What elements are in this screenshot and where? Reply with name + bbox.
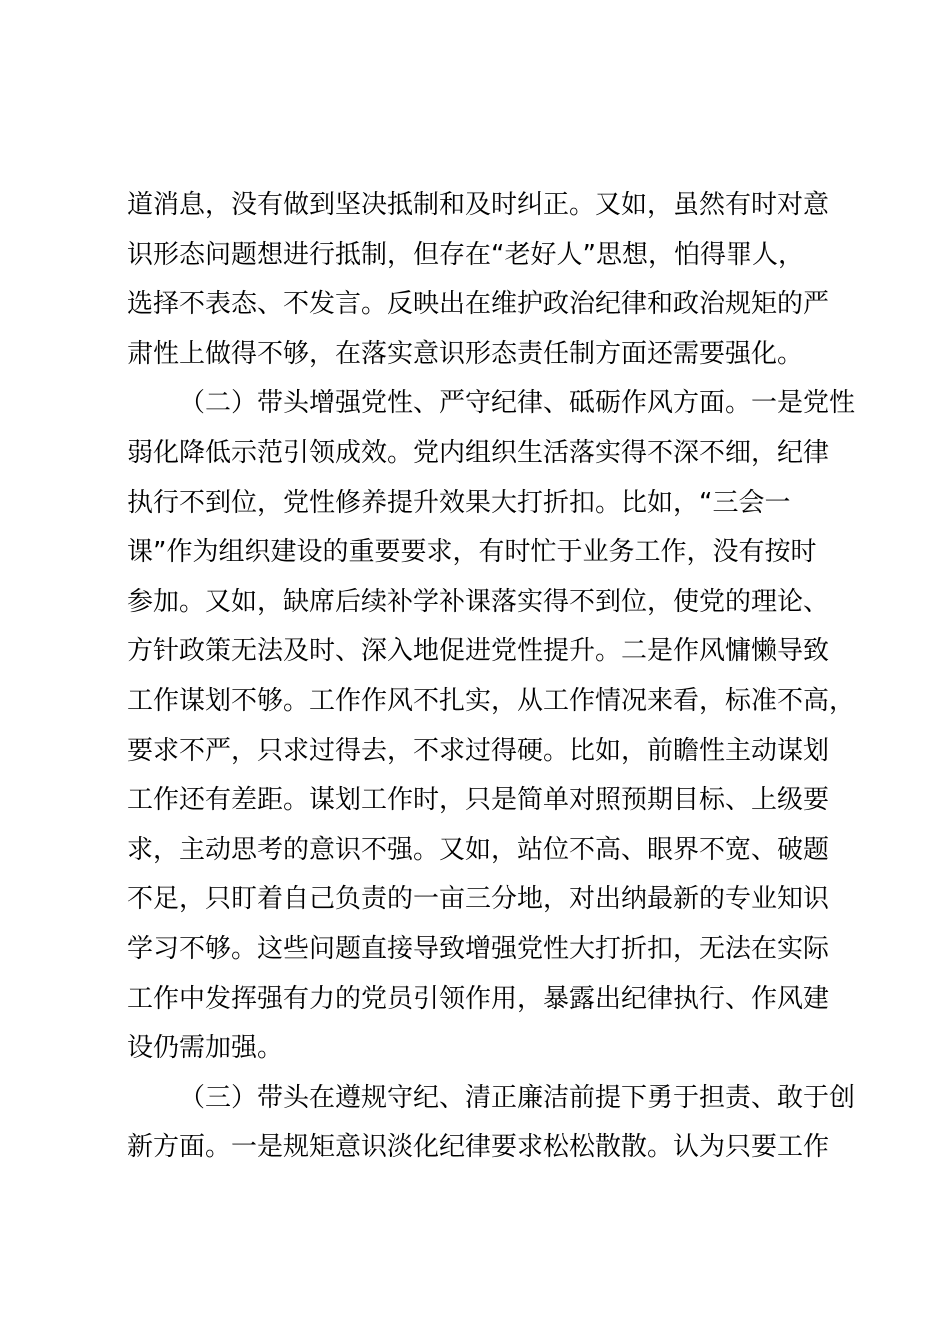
section-heading-3: （三）带头在遵规守纪、清正廉洁前提下勇于担责、敢于创 <box>179 1082 856 1113</box>
text-line-15: 不足，只盯着自己负责的一亩三分地，对出纳最新的专业知识 <box>127 884 830 915</box>
text-line-16: 学习不够。这些问题直接导致增强党性大打折扣，无法在实际 <box>127 933 830 964</box>
text-line-7: 执行不到位，党性修养提升效果大打折扣。比如，“三会一 <box>127 487 791 518</box>
text-line-20: 新方面。一是规矩意识淡化纪律要求松松散散。认为只要工作 <box>127 1132 830 1163</box>
body-text <box>127 181 856 1173</box>
text-line-8: 课”作为组织建设的重要要求，有时忙于业务工作，没有按时 <box>127 537 817 568</box>
text-line-9: 参加。又如，缺席后续补学补课落实得不到位，使党的理论、 <box>127 586 830 617</box>
text-line-6: 弱化降低示范引领成效。党内组织生活落实得不深不细，纪律 <box>127 437 830 468</box>
text-line-14: 求，主动思考的意识不强。又如，站位不高、眼界不宽、破题 <box>127 834 830 865</box>
text-line-17: 工作中发挥强有力的党员引领作用，暴露出纪律执行、作风建 <box>127 983 830 1014</box>
text-line-2: 识形态问题想进行抵制，但存在“老好人”思想，怕得罪人， <box>127 239 804 270</box>
text-line-18: 设仍需加强。 <box>127 1033 284 1064</box>
text-line-4: 肃性上做得不够，在落实意识形态责任制方面还需要强化。 <box>127 338 804 369</box>
text-line-10: 方针政策无法及时、深入地促进党性提升。二是作风慵懒导致 <box>127 636 830 667</box>
text-line-3: 选择不表态、不发言。反映出在维护政治纪律和政治规矩的严 <box>127 289 830 320</box>
text-line-11: 工作谋划不够。工作作风不扎实，从工作情况来看，标准不高， <box>127 685 856 716</box>
section-heading-2: （二）带头增强党性、严守纪律、砥砺作风方面。一是党性 <box>179 388 856 419</box>
text-line-1: 道消息，没有做到坚决抵制和及时纠正。又如，虽然有时对意 <box>127 190 830 220</box>
text-line-12: 要求不严，只求过得去，不求过得硬。比如，前瞻性主动谋划 <box>127 735 830 766</box>
text-line-13: 工作还有差距。谋划工作时，只是简单对照预期目标、上级要 <box>127 785 830 816</box>
